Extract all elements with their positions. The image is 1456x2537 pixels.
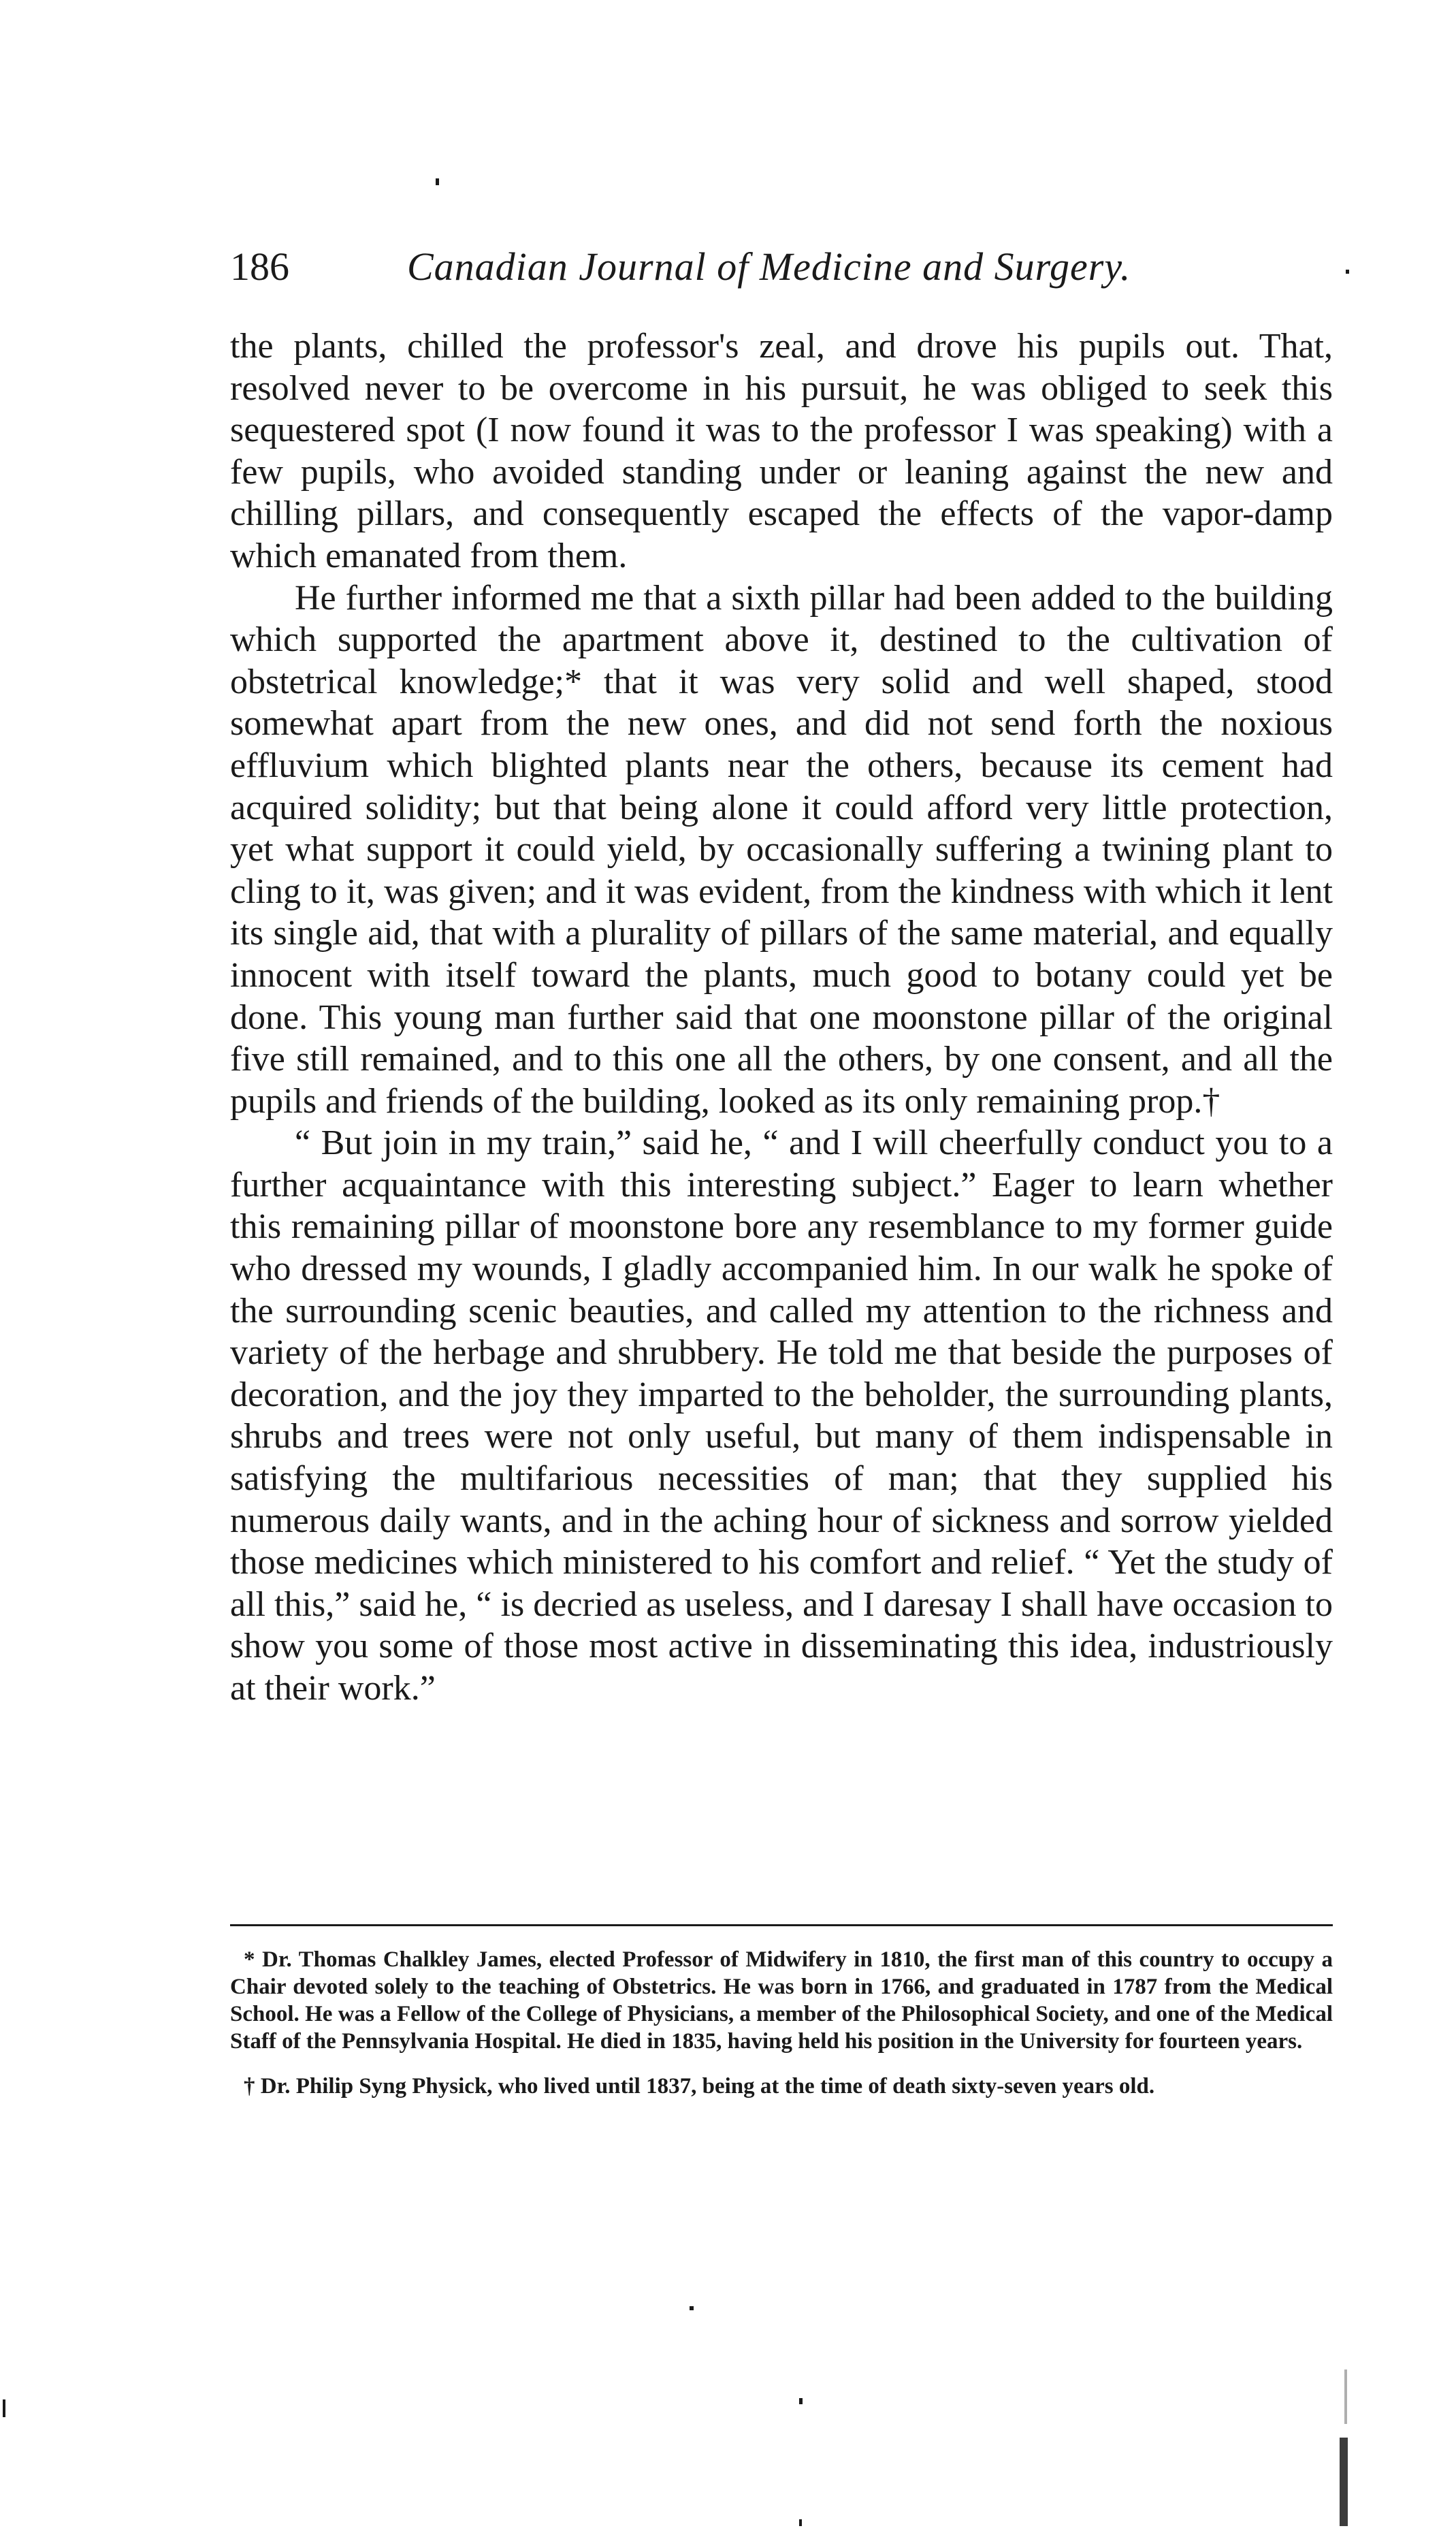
running-title: Canadian Journal of Medicine and Surgery. xyxy=(407,244,1131,289)
page-edge-shadow xyxy=(1340,2438,1348,2526)
scan-speck xyxy=(1346,270,1349,274)
scan-speck xyxy=(3,2399,5,2417)
scan-speck xyxy=(799,2519,802,2526)
scan-speck xyxy=(436,178,439,185)
page-edge-shadow xyxy=(1344,2370,1347,2424)
page-number: 186 xyxy=(230,244,289,289)
footnote-1: * Dr. Thomas Chalkley James, elected Professor of Midwifery in 1810, the first man of this country to occupy a Chair devoted solely to the teaching of Obstetrics. He was born in 1766, and graduated in 1787 from the Medical School. He was a Fellow of the College of Physicians, a member of the Philosophical Society, and one of the Medical Staff of the Pennsylvania Hospital. He died in 1835, having held his position in the University for fourteen years. xyxy=(230,1947,1333,2054)
body-text xyxy=(230,325,1333,1710)
scan-speck xyxy=(799,2398,803,2404)
scan-speck xyxy=(690,2306,694,2310)
page-header xyxy=(230,240,1346,294)
paragraph-3: “ But join in my train,” said he, “ and I will cheerfully conduct you to a further acquaintance with this interesting subject.” Eager to learn whether this remaining pillar of moonstone bore any resemblance to my former guide who dressed my wounds, I gladly accompanied him. In our walk he spoke of the surrounding scenic beauties, and called my attention to the richness and variety of the herbage and shrubbery. He told me that beside the purposes of decoration, and the joy they imparted to the beholder, the surrounding plants, shrubs and trees were not only useful, but many of them indispensable in satisfying the multifarious necessities of man; that they supplied his numerous daily wants, and in the aching hour of sickness and sorrow yielded those medicines which ministered to his comfort and relief. “ Yet the study of all this,” said he, “ is decried as useless, and I daresay I shall have occasion to show you some of those most active in disseminating this idea, industriously at their work.” xyxy=(230,1123,1333,1708)
footnote-2: † Dr. Philip Syng Physick, who lived until 1837, being at the time of death sixty-seven years old. xyxy=(244,2074,1155,2099)
paragraph-2: He further informed me that a sixth pillar had been added to the building which supported the apartment above it, destined to the cultivation of obstetrical knowledge;* that it was very solid and well shaped, stood somewhat apart from the new ones, and did not send forth the noxious effluvium which blighted plants near the others, because its cement had acquired solidity; but that being alone it could afford very little protection, yet what support it could yield, by occasionally suffering a twining plant to cling to it, was given; and it was evident, from the kindness with which it lent its single aid, that with a plurality of pillars of the same material, and equally innocent with itself toward the plants, much good to botany could yet be done. This young man further said that one moonstone pillar of the original five still remained, and to this one all the others, by one consent, and all the pupils and friends of the building, looked as its only remaining prop.† xyxy=(230,578,1333,1121)
footnotes xyxy=(230,1946,1333,2118)
paragraph-1: the plants, chilled the professor's zeal, and drove his pupils out. That, resolved never to be overcome in his pursuit, he was obliged to seek this sequestered spot (I now found it was to the professor I was speaking) with a few pupils, who avoided standing under or leaning against the new and chilling pillars, and consequently escaped the effects of the vapor-damp which emanated from them. xyxy=(230,327,1333,575)
footnote-divider xyxy=(230,1924,1333,1926)
